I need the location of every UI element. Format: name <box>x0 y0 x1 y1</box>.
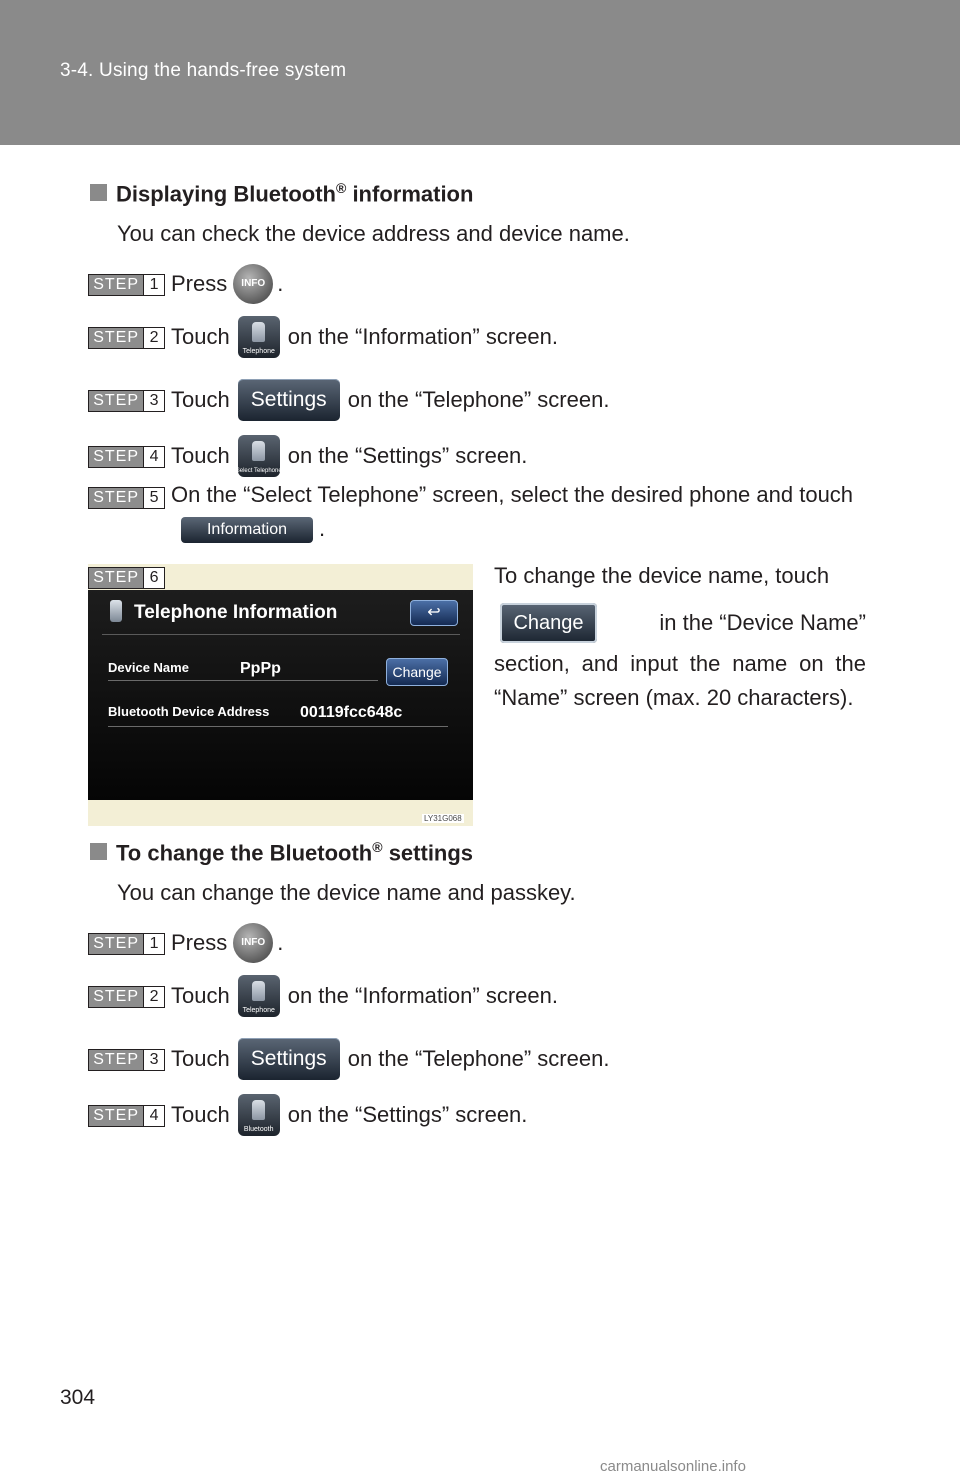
heading-bullet-square <box>90 184 107 201</box>
heading-text: To change the Bluetooth <box>116 840 373 866</box>
device-name-instructions <box>494 559 866 715</box>
registered-mark: ® <box>336 180 347 196</box>
settings-button[interactable]: Settings <box>238 1038 340 1080</box>
step-badge: STEP 3 <box>88 1049 165 1071</box>
section-heading-bluetooth-settings <box>90 839 473 866</box>
section-description: You can change the device name and passkey. <box>117 880 576 905</box>
step-text: On the “Select Telephone” screen, select the desired phone and touchInformation . <box>171 478 866 546</box>
step-text: Press INFO . <box>171 923 283 963</box>
step-badge: STEP 1 <box>88 933 165 955</box>
page-number: 304 <box>60 1386 96 1409</box>
figure-code: LY31G068 <box>424 814 462 823</box>
telephone-icon <box>110 600 122 622</box>
change-button[interactable]: Change <box>386 658 448 686</box>
step-text: Press INFO . <box>171 264 283 304</box>
instruction-line <box>500 603 866 643</box>
registered-mark: ® <box>372 839 383 855</box>
heading-bullet-square <box>90 843 107 860</box>
step-badge: STEP 5 <box>88 487 165 509</box>
section-heading-bluetooth-info <box>90 180 473 207</box>
telephone-information-screenshot <box>88 564 473 826</box>
change-button[interactable]: Change <box>500 603 597 643</box>
heading-tail: information <box>346 181 474 207</box>
select-telephone-icon[interactable]: Select Telephone <box>238 435 280 477</box>
device-name-label: Device Name <box>108 660 189 675</box>
back-button[interactable]: ↩ <box>410 600 458 626</box>
header-band <box>0 0 960 145</box>
instruction-line: To change the device name, touch <box>494 563 830 588</box>
instruction-text: in the “Device Name” <box>659 610 866 635</box>
divider <box>108 726 448 727</box>
heading-tail: settings <box>382 840 474 866</box>
bluetooth-icon[interactable]: Bluetooth <box>238 1094 280 1136</box>
step-text: Touch Settings on the “Telephone” screen. <box>171 1038 609 1080</box>
telephone-icon[interactable]: Telephone <box>238 316 280 358</box>
step-text: Touch Bluetooth on the “Settings” screen. <box>171 1094 527 1136</box>
step-text: Touch Settings on the “Telephone” screen. <box>171 379 609 421</box>
step-badge: STEP 4 <box>88 1105 165 1127</box>
step-text: Touch Select Telephone on the “Settings” screen. <box>171 435 527 477</box>
section-header-title: 3-4. Using the hands-free system <box>60 60 347 81</box>
step-badge: STEP 1 <box>88 274 165 296</box>
step-text: Touch Telephone on the “Information” screen. <box>171 975 558 1017</box>
telephone-icon[interactable]: Telephone <box>238 975 280 1017</box>
screen-title: Telephone Information <box>134 602 338 623</box>
instruction-line: section, and input the name on the “Name” screen (max. 20 characters). <box>494 651 866 710</box>
screen-display <box>88 590 473 800</box>
step-badge: STEP 2 <box>88 986 165 1008</box>
divider <box>108 680 378 681</box>
divider <box>102 634 460 635</box>
step-badge: STEP 6 <box>88 567 165 589</box>
device-name-value: PpPp <box>240 660 281 677</box>
settings-button[interactable]: Settings <box>238 379 340 421</box>
heading-text: Displaying Bluetooth <box>116 181 336 207</box>
info-button-icon[interactable]: INFO <box>233 923 273 963</box>
step-badge: STEP 4 <box>88 446 165 468</box>
information-button[interactable]: Information <box>181 517 313 543</box>
bluetooth-address-value: 00119fcc648c <box>300 704 403 721</box>
step-text: Touch Telephone on the “Information” screen. <box>171 316 558 358</box>
info-button-icon[interactable]: INFO <box>233 264 273 304</box>
step-badge: STEP 2 <box>88 327 165 349</box>
step-badge: STEP 3 <box>88 390 165 412</box>
section-description: You can check the device address and device name. <box>117 221 630 246</box>
watermark: carmanualsonline.info <box>600 1458 746 1475</box>
bluetooth-address-label: Bluetooth Device Address <box>108 704 270 719</box>
